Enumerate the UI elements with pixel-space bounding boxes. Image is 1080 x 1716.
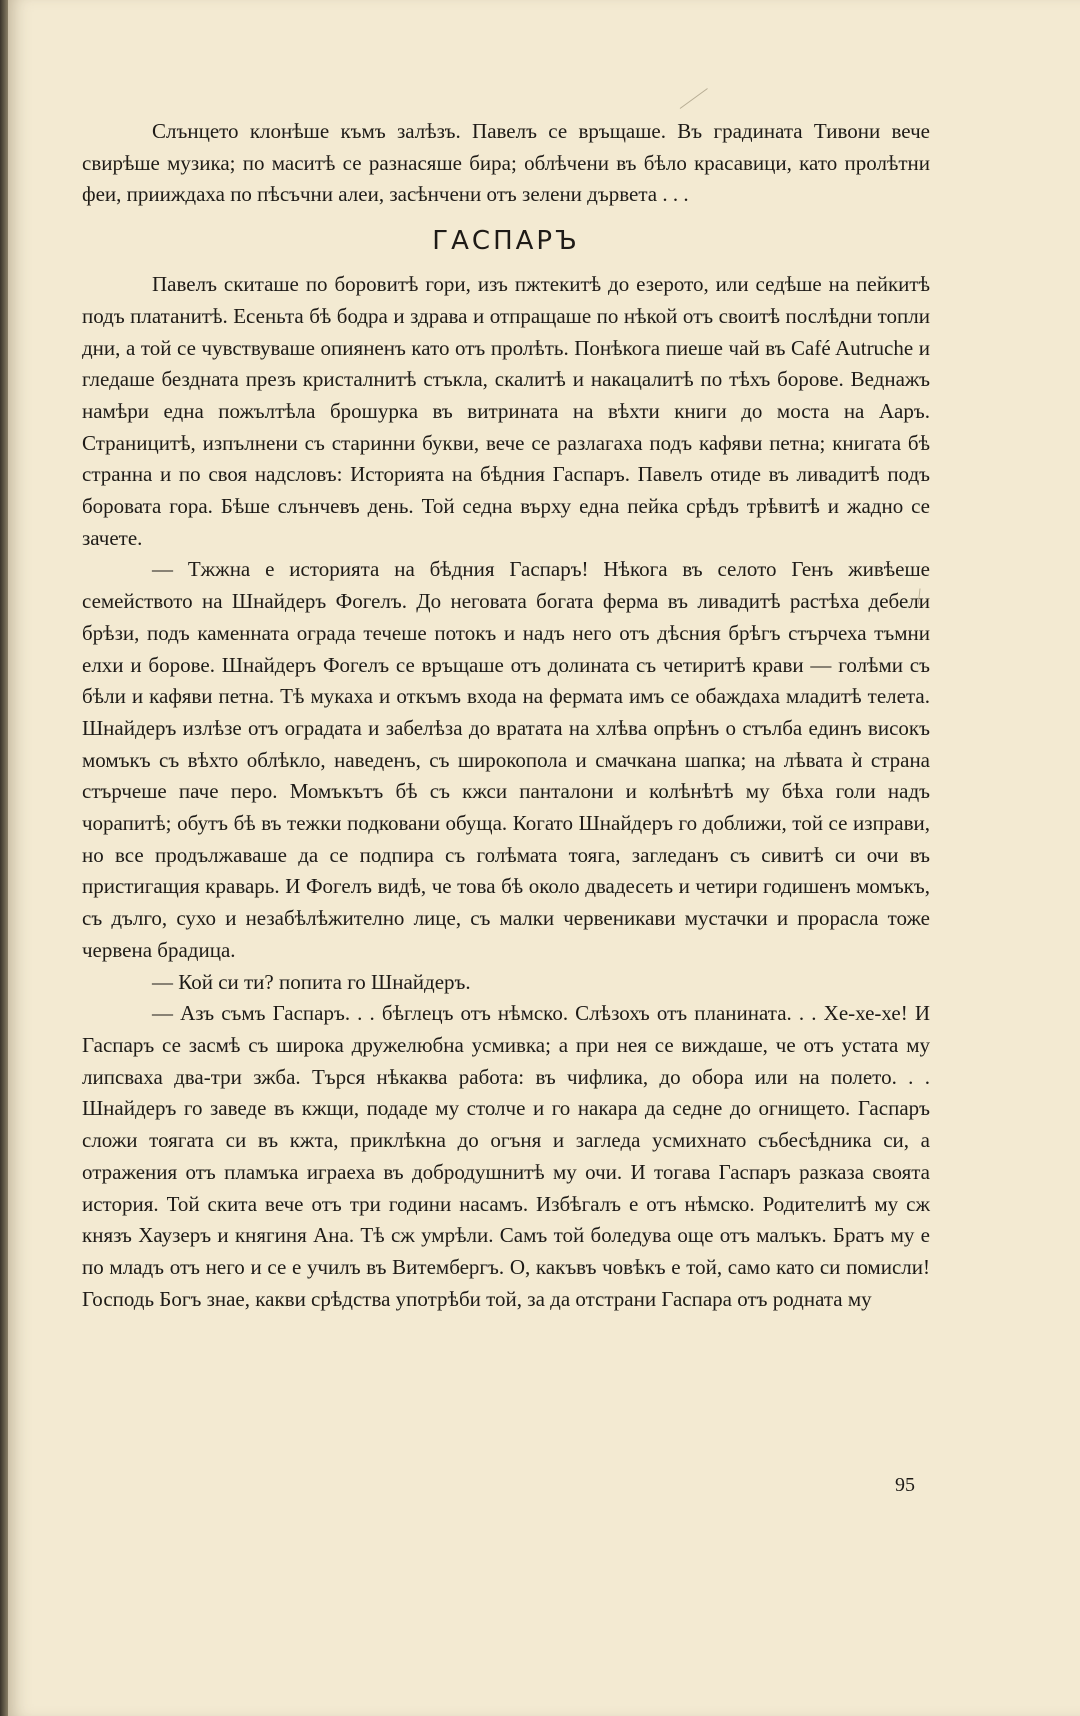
- page-number: 95: [895, 1474, 915, 1496]
- paragraph: — Тжжна е историята на бѣдния Гаспаръ! Нѣкога въ селото Генъ живѣеше семейството на Шнайдеръ Фогелъ. До неговата богата ферма въ ливадитѣ растѣха дебели брѣзи, подъ каменната ограда течеше потокъ и надъ него отъ дѣсния брѣгъ стърчеха тъмни елхи и борове. Шнайдеръ Фогелъ се връщаше отъ долината съ четиритѣ крави — голѣми съ бѣли и кафяви петна. Тѣ мукаха и откъмъ входа на фермата имъ се обаждаха младитѣ телета. Шнайдеръ излѣзе отъ оградата и забелѣза до вратата на хлѣва опрѣнъ о стълба единъ високъ момъкъ съ вѣхто облѣкло, наведенъ, съ широкопола и смачкана шапка; на лѣвата ѝ страна стърчеше паче перо. Момъкътъ бѣ съ кжси панталони и колѣнѣтѣ му бѣха голи надъ чорапитѣ; обутъ бѣ въ тежки подковани обуща. Когато Шнайдеръ го доближи, той се изправи, но все продължаваше да се подпира съ голѣмата тояга, загледанъ съ сивитѣ си очи въ пристигащия краварь. И Фогелъ видѣ, че това бѣ около двадесеть и четири годишенъ момъкъ, съ дълго, сухо и незабѣлѣжително лице, съ малки червеникави мустачки и прорасла тоже червена брадица.: [82, 557, 930, 962]
- paragraph: — Кой си ти? попита го Шнайдеръ.: [152, 969, 471, 994]
- page-text: [82, 116, 930, 1315]
- book-gutter: [0, 0, 8, 1716]
- paragraph: Павелъ скиташе по боровитѣ гори, изъ пжтекитѣ до езерото, или седѣше на пейкитѣ подъ платанитѣ. Есеньта бѣ бодра и здрава и отпращаше по нѣкой отъ своитѣ послѣдни топли дни, а той се чувствуваше опияненъ като отъ пролѣть. Понѣкога пиеше чай въ Café Autruche и гледаше бездната презъ кристалнитѣ стъкла, скалитѣ и накацалитѣ по тѣхъ борове. Веднажъ намѣри една пожълтѣла брошурка въ витрината на вѣхти книги до моста на Aаръ. Страницитѣ, изпълнени съ старинни букви, вече се разлагаха подъ кафяви петна; книгата бѣ странна и по своя надсловъ: Историята на бѣдния Гаспаръ. Павелъ отиде въ ливадитѣ подъ боровата гора. Бѣше слънчевъ день. Той седна върху една пейка срѣдъ трѣвитѣ и жадно се зачете.: [82, 272, 930, 550]
- paragraph: Слънцето клонѣше къмъ залѣзъ. Павелъ се връщаше. Въ градината Тивони вече свирѣше музика; по маситѣ се разнасяше бира; облѣчени въ бѣло красавици, като пролѣтни феи, приижд͏аха по пѣсъчни алеи, засѣнчени отъ зелени дървета . . .: [82, 119, 930, 207]
- pencil-mark: [680, 88, 708, 109]
- chapter-title: ГАСПАРЪ: [432, 226, 580, 257]
- paragraph: — Азъ съмъ Гаспаръ. . . бѣглецъ отъ нѣмско. Слѣзохъ отъ планината. . . Хе-хе-хе! И Гаспаръ се засмѣ съ широка дружелюбна усмивка; а при нея се виждаше, че отъ устата му липсваха два-три зжба. Търся нѣкаква работа: въ чифлика, до обора или на полето. . . Шнайдеръ го заведе въ кжщи, подаде му столче и го накара да седне до огнището. Гаспаръ сложи тоягата си въ кжта, приклѣкна до огъня и загледа усмихнато събесѣдника си, а отражения отъ пламъка играеха въ добродушнитѣ му очи. И тогава Гаспаръ разказа своята история. Той скита вече отъ три години насамъ. Избѣгалъ е отъ нѣмско. Родителитѣ му сж князъ Хаузеръ и княгиня Ана. Тѣ сж умрѣли. Самъ той боледува още отъ малъкъ. Братъ му е по младъ отъ него и се е училъ въ Витембергъ. О, какъвъ човѣкъ е той, само като си помисли! Господь Богъ знае, какви срѣдства употрѣби той, за да отстрани Гаспара отъ родната му: [82, 1001, 930, 1311]
